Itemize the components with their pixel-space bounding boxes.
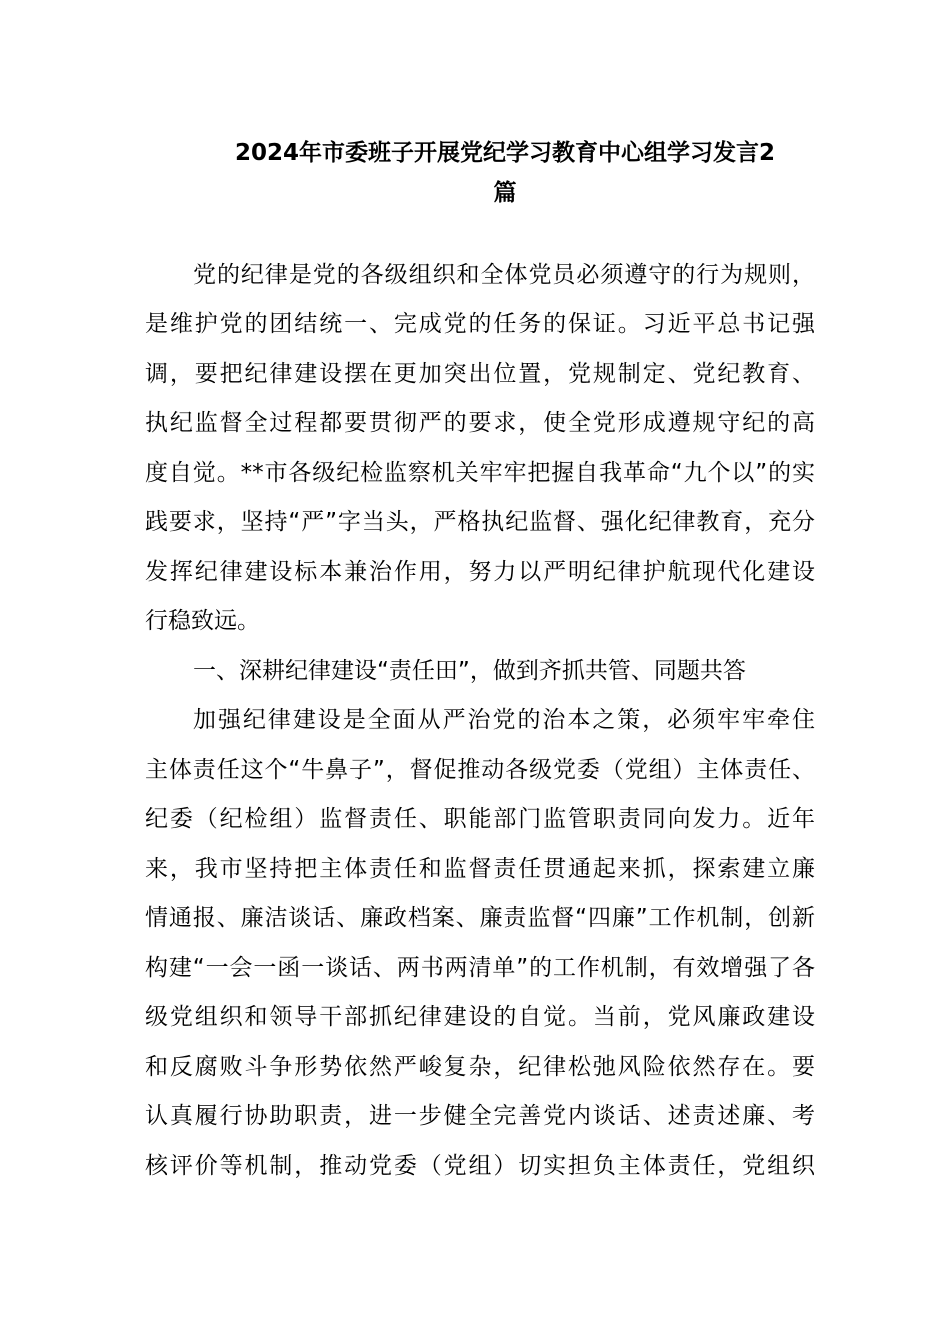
text-line: 行稳致远。	[145, 608, 260, 634]
title-line-2: 篇	[493, 180, 517, 206]
text-line: 和反腐败斗争形势依然严峻复杂，纪律松弛风险依然存在。要	[145, 1054, 815, 1080]
text-line: 是维护党的团结统一、完成党的任务的保证。习近平总书记强	[145, 311, 815, 337]
text-line: 发挥纪律建设标本兼治作用，努力以严明纪律护航现代化建设	[145, 559, 815, 585]
text-line: 级党组织和领导干部抓纪律建设的自觉。当前，党风廉政建设	[145, 1004, 815, 1030]
text-line: 执纪监督全过程都要贯彻严的要求，使全党形成遵规守纪的高	[145, 410, 815, 436]
text-line: 情通报、廉洁谈话、廉政档案、廉责监督“四廉”工作机制，创新	[145, 905, 815, 931]
text-line: 加强纪律建设是全面从严治党的治本之策，必须牢牢牵住	[193, 707, 815, 733]
text-line: 主体责任这个“牛鼻子”，督促推动各级党委（党组）主体责任、	[145, 757, 815, 783]
text-line: 核评价等机制，推动党委（党组）切实担负主体责任，党组织	[145, 1153, 815, 1179]
text-line: 构建“一会一函一谈话、两书两清单”的工作机制，有效增强了各	[145, 955, 815, 981]
title-line-1: 2024年市委班子开展党纪学习教育中心组学习发言2	[234, 140, 776, 166]
text-line: 认真履行协助职责，进一步健全完善党内谈话、述责述廉、考	[145, 1103, 815, 1129]
document-title	[200, 133, 810, 213]
text-line: 度自觉。**市各级纪检监察机关牢牢把握自我革命“九个以”的实	[145, 460, 815, 486]
text-line: 纪委（纪检组）监督责任、职能部门监管职责同向发力。近年	[145, 806, 815, 832]
text-line: 党的纪律是党的各级组织和全体党员必须遵守的行为规则，	[193, 262, 815, 288]
text-line: 调，要把纪律建设摆在更加突出位置，党规制定、党纪教育、	[145, 361, 815, 387]
text-line: 来，我市坚持把主体责任和监督责任贯通起来抓，探索建立廉	[145, 856, 815, 882]
text-line: 践要求，坚持“严”字当头，严格执纪监督、强化纪律教育，充分	[145, 509, 815, 535]
section-heading-text: 一、深耕纪律建设“责任田”，做到齐抓共管、同题共答	[193, 658, 746, 684]
